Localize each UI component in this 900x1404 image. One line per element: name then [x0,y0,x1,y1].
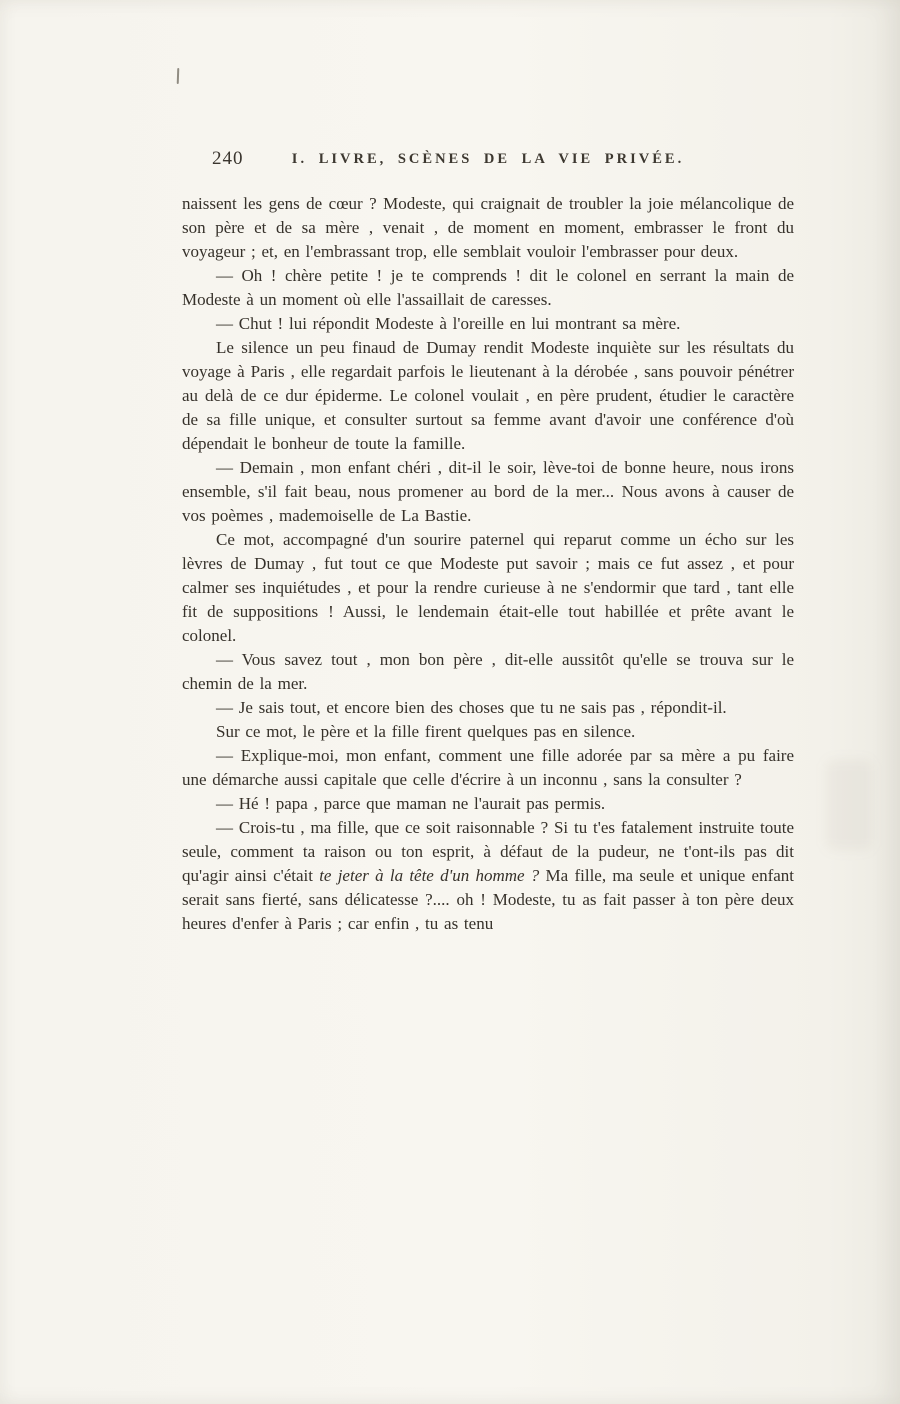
text-segment: naissent les gens de cœur ? Modeste, qui craignait de troubler la joie mélancolique de son père et de sa mère , venait , de moment en moment, embrasser le front du voyageur ; et, en l'embrassant trop, elle semblait vouloir l'embrasser pour deux. [182,194,794,261]
paragraph [182,528,794,648]
page-header [182,148,794,178]
scan-artifact [177,68,180,84]
paragraph [182,192,794,264]
paragraph [182,720,794,744]
ink-bleed-artifact [826,760,872,850]
paragraph [182,648,794,696]
paragraph [182,792,794,816]
text-segment: Le silence un peu finaud de Dumay rendit Modeste inquiète sur les résultats du voyage à Paris , elle regardait parfois le lieutenant à la dérobée , sans pouvoir pénétrer au delà de ce dur épiderme. Le colonel voulait , en père prudent, étudier le caractère de sa fille unique, et consulter surtout sa femme avant d'avoir une conférence d'où dépendait le bonheur de toute la famille. [182,338,794,453]
running-title: I. LIVRE, SCÈNES DE LA VIE PRIVÉE. [291,151,685,167]
paragraph [182,744,794,792]
text-segment: Sur ce mot, le père et la fille firent quelques pas en silence. [216,722,636,741]
page-body [182,192,794,936]
paragraph [182,336,794,456]
text-segment: Ma fille, ma seule et unique enfant serait sans fierté, sans délicatesse ?.... oh ! Modeste, tu as fait passer à ton père deux heures d'enfer à Paris ; car enfin , tu as tenu [182,866,795,933]
text-segment: — Explique-moi, mon enfant, comment une fille adorée par sa mère a pu faire une démarche aussi capitale que celle d'écrire à un inconnu , sans la consulter ? [182,746,794,789]
text-segment: — Crois-tu , ma fille, que ce soit raisonnable ? Si tu t'es fatalement instruite toute seule, comment ta raison ou ton esprit, à défaut de la pudeur, ne t'ont-ils pas dit qu'agir ainsi c'était [182,818,794,885]
page-number: 240 [212,148,244,169]
text-segment: — Hé ! papa , parce que maman ne l'aurait pas permis. [216,794,606,813]
paragraph [182,696,794,720]
text-block [182,148,794,936]
paragraph [182,456,794,528]
text-segment: — Je sais tout, et encore bien des choses que tu ne sais pas , répondit-il. [216,698,727,717]
text-segment: — Demain , mon enfant chéri , dit-il le soir, lève-toi de bonne heure, nous irons ensemble, s'il fait beau, nous promener au bord de la mer... Nous avons à causer de vos poèmes , mademoiselle de La Bastie. [182,458,794,525]
paragraph [182,816,794,936]
text-segment: — Vous savez tout , mon bon père , dit-elle aussitôt qu'elle se trouva sur le chemin de la mer. [182,650,794,693]
text-segment: — Chut ! lui répondit Modeste à l'oreille en lui montrant sa mère. [216,314,681,333]
paragraph [182,312,794,336]
paragraph [182,264,794,312]
italic-phrase: te jeter à la tête d'un homme ? [319,866,540,885]
text-segment: Ce mot, accompagné d'un sourire paternel qui reparut comme un écho sur les lèvres de Dumay , fut tout ce que Modeste put savoir ; mais ce fut assez , et pour calmer ses inquiétudes , et pour la rendre curieuse à ne s'endormir que tard , tant elle fit de suppositions ! Aussi, le lendemain était-elle tout habillée et prête avant le colonel. [182,530,794,645]
text-segment: — Oh ! chère petite ! je te comprends ! dit le colonel en serrant la main de Modeste à un moment où elle l'assaillait de caresses. [182,266,794,309]
